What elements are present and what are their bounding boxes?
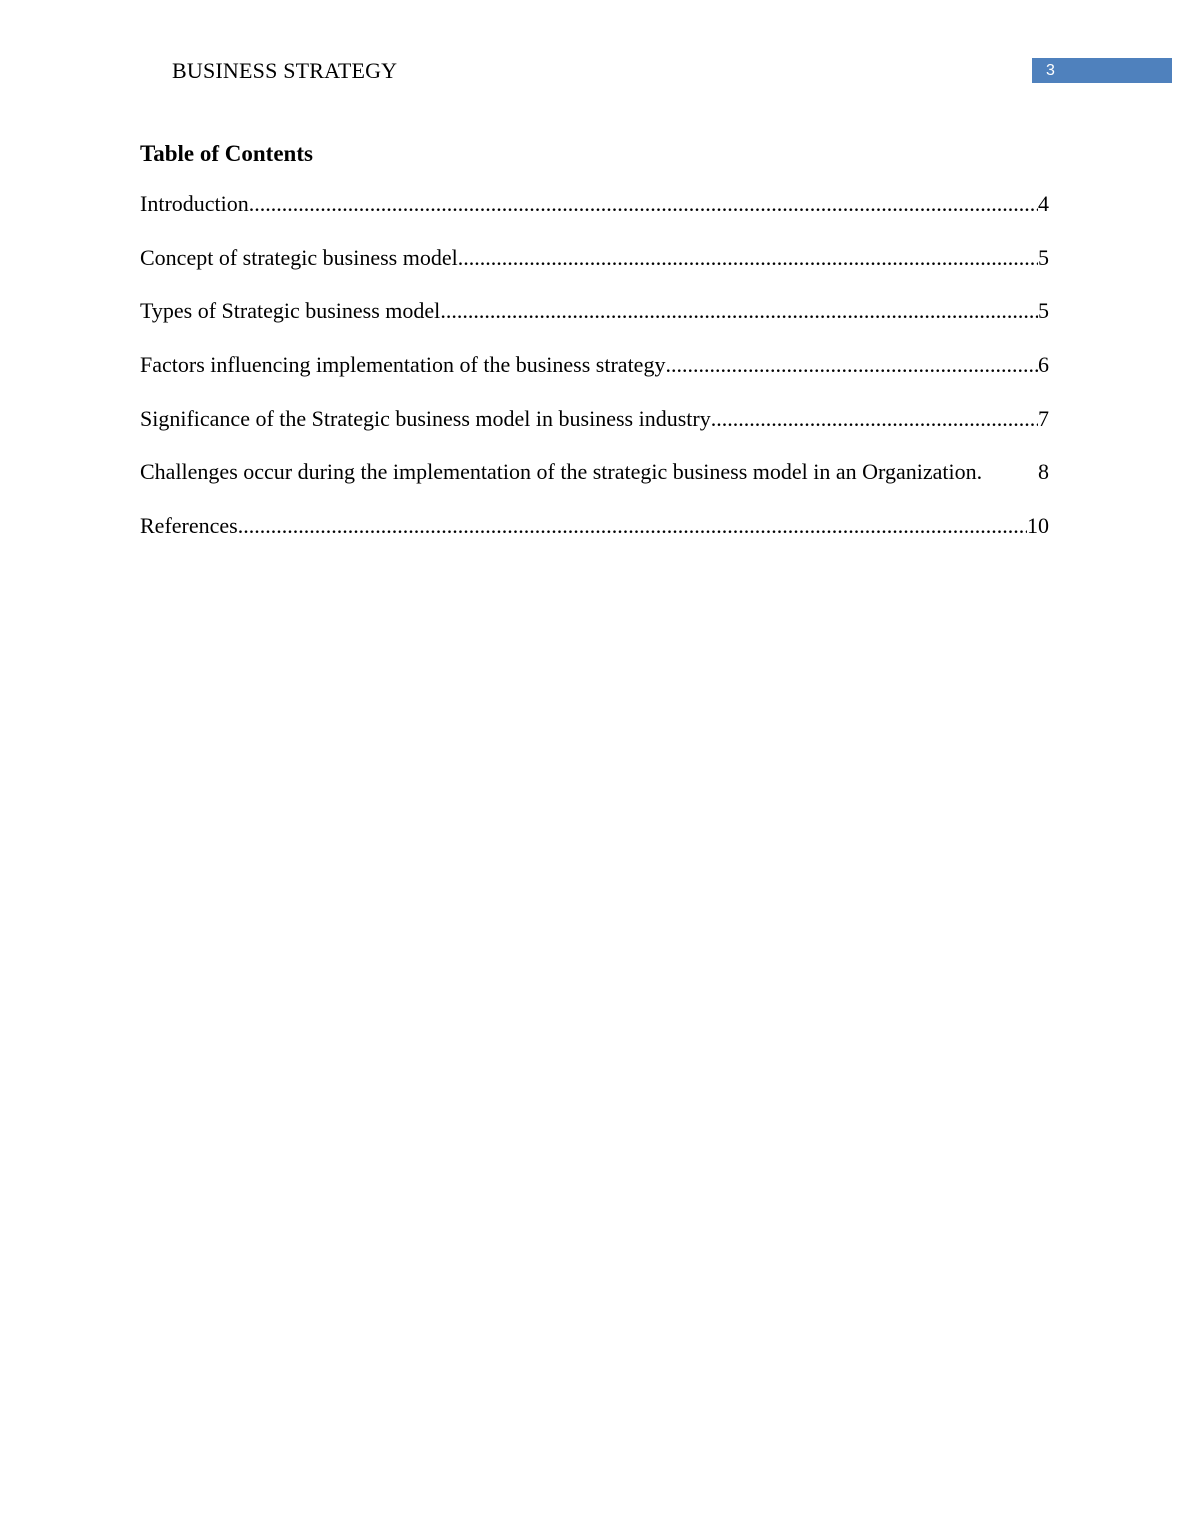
toc-entry-references[interactable] xyxy=(140,511,1049,565)
toc-entry-significance[interactable] xyxy=(140,404,1049,458)
toc-entry-text: Factors influencing implementation of the business strategy xyxy=(140,352,666,378)
toc-entry-concept[interactable] xyxy=(140,243,1049,297)
toc-entry-page: 4 xyxy=(1038,191,1049,216)
toc-dot-leader xyxy=(711,404,1038,434)
toc-dot-leader xyxy=(458,243,1038,273)
toc-entry-page: 5 xyxy=(1038,244,1049,270)
toc-entry-text: References xyxy=(140,513,238,539)
toc-dot-leader xyxy=(249,189,1038,219)
running-header-title: BUSINESS STRATEGY xyxy=(172,58,398,83)
toc-entry-text: Introduction xyxy=(140,191,249,216)
toc-entry-text: Challenges occur during the implementation of the strategic business model in an Organization. xyxy=(140,459,983,485)
toc-dot-leader xyxy=(665,350,1038,380)
toc-entry-text: Significance of the Strategic business model in business industry xyxy=(140,405,711,431)
toc-entry-text: Types of Strategic business model xyxy=(140,298,441,324)
toc-dot-leader xyxy=(238,511,1027,541)
toc-entry-page: 10 xyxy=(1027,513,1049,539)
toc-entry-factors[interactable] xyxy=(140,350,1049,404)
toc-list xyxy=(140,189,1049,565)
toc-entry-page: 7 xyxy=(1038,405,1049,431)
toc-entry-page: 6 xyxy=(1038,352,1049,378)
toc-entry-text: Concept of strategic business model xyxy=(140,244,458,270)
toc-entry-types[interactable] xyxy=(140,296,1049,350)
toc-entry-introduction[interactable] xyxy=(140,189,1049,243)
toc-entry-challenges[interactable] xyxy=(140,457,1049,511)
page-number-badge: 3 xyxy=(1032,58,1172,83)
toc-entry-page: 8 xyxy=(1038,459,1049,485)
toc-heading: Table of Contents xyxy=(140,141,313,166)
toc-dot-leader xyxy=(440,296,1038,326)
toc-entry-page: 5 xyxy=(1038,298,1049,324)
